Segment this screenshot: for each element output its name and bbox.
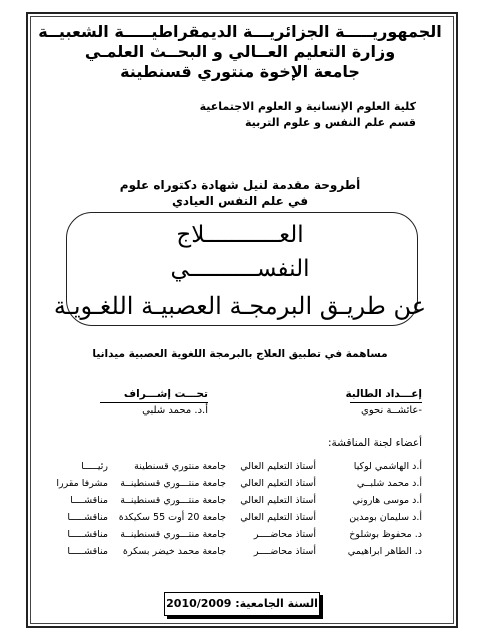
member-rank: أستاذ التعليم العالي [240,495,316,506]
supervisor-label-underline [100,402,208,403]
title-line-2: النفســــــــــي [170,256,310,282]
member-role: مشرفا مقررا [56,478,108,489]
academic-year-value: 2010/2009 [166,597,232,610]
committee-row [0,495,480,511]
member-university: جامعة منتـــوري قسنطينــة [120,529,226,540]
student-label-underline [350,402,422,403]
title-line-1: العـــــــــــلاج [176,222,304,248]
member-rank: أستاذ التعليم العالي [240,461,316,472]
republic-name: الجمهوريـــــة الجزائريـــة الديمقراطيـــــة الشعبيــة [38,22,442,41]
member-role: مناقشـــــا [67,529,108,540]
member-university: جامعة منتـــوري قسنطينــة [120,478,226,489]
member-university: جامعة منتـــوري قسنطينــة [120,495,226,506]
ministry-name: وزارة التعليم العــالي و البحــث العلمـي [84,42,396,61]
member-university: جامعة محمد خيضر بسكرة [122,546,226,557]
thesis-subtitle: مساهمة في تطبيق العلاج بالبرمجة اللغوية العصبية ميدانيا [92,348,388,360]
university-name: جامعة الإخوة منتوري قسنطينة [120,62,360,81]
member-name: أ.د الهاشمي لوكيا [353,461,422,472]
member-name: أ.د سليمان بومدين [349,512,422,523]
member-role: مناقشـــــا [67,546,108,557]
member-university: جامعة منتوري قسنطينة [134,461,226,472]
faculty-name: كلية العلوم الإنسانية و العلوم الاجتماعية [199,100,416,113]
supervisor-label: تحـــت إشـــراف [123,388,208,400]
member-rank: أستاذ محاضــــر [253,529,316,540]
student-name: -عائشــة نحوي [361,405,422,416]
member-name: أ.د محمد شلبــي [356,478,422,489]
member-university: جامعة 20 أوت 55 سكيكدة [118,512,226,523]
department-name: قسم علم النفس و علوم التربية [245,116,416,129]
academic-year-box [164,592,320,616]
committee-heading: أعضاء لجنة المناقشة: [328,437,422,449]
member-role: مناقشـــــا [67,512,108,523]
supervisor-name: أ.د. محمد شلبي [142,405,208,416]
member-rank: أستاذ التعليم العالي [240,512,316,523]
committee-row [0,546,480,562]
thesis-degree: أطروحة مقدمة لنيل شهادة دكتوراه علوم [119,178,361,192]
member-rank: أستاذ محاضــــر [253,546,316,557]
member-role: رئيـــــا [81,461,108,472]
member-role: مناقشــــا [70,495,108,506]
academic-year-label: السنة الجامعية: [235,597,318,610]
committee-row [0,461,480,477]
title-line-3: عن طريـق البرمجـة العصبيـة اللغـويـة [53,292,427,320]
member-name: د. محفوظ بوشلوخ [349,529,422,540]
student-label: إعـــداد الطالبة [345,388,422,400]
committee-row [0,478,480,494]
member-rank: أستاذ التعليم العالي [240,478,316,489]
member-name: د. الطاهر ابراهيمي [347,546,422,557]
committee-row [0,529,480,545]
committee-row [0,512,480,528]
member-name: أ.د موسى هاروني [352,495,422,506]
thesis-field: في علم النفس العيادي [171,194,309,208]
